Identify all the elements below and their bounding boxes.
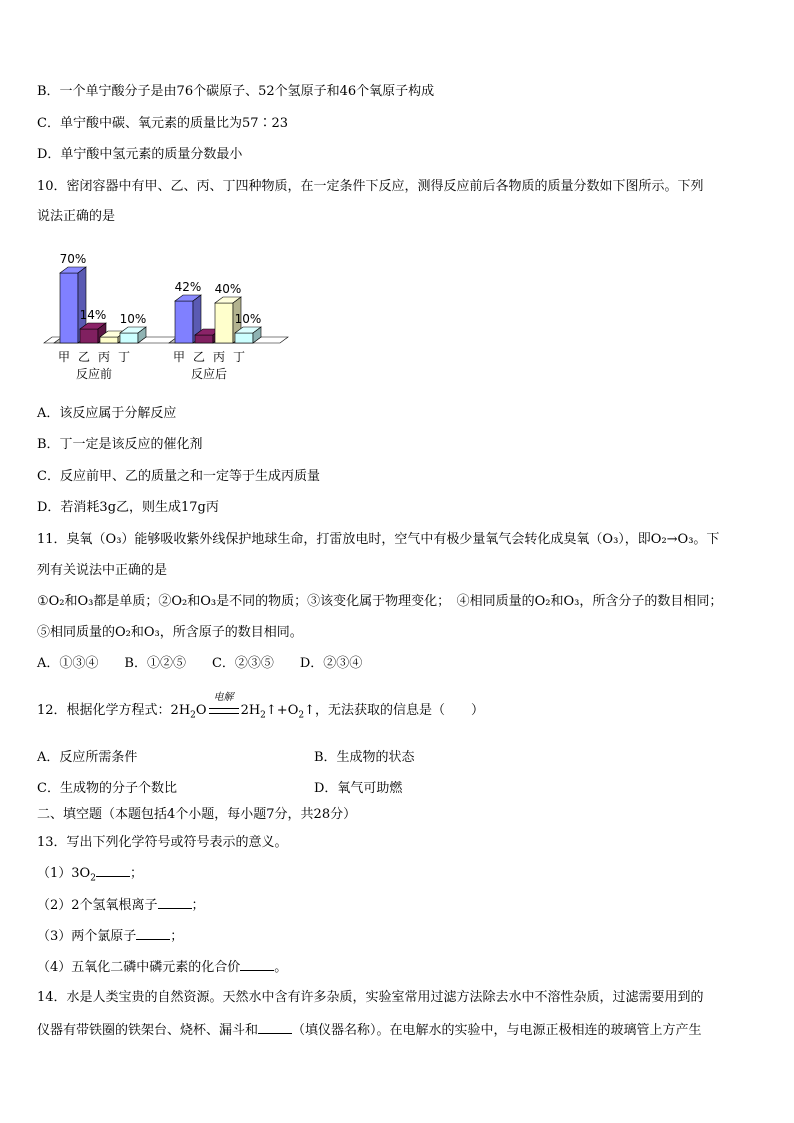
chart-category-label: 甲 <box>172 350 186 364</box>
q13-item-2 <box>37 896 205 915</box>
q11-stem-line1: 11．臭氧（O₃）能够吸收紫外线保护地球生命，打雷放电时，空气中有极少量氧气会转化成臭氧（O₃），即O₂→O₃。下 <box>37 532 720 547</box>
chart-category-label: 丙 <box>212 350 226 364</box>
q13-item-4 <box>37 958 287 977</box>
answer-blank[interactable] <box>158 896 192 909</box>
chart-group-label: 反应前 <box>75 367 113 381</box>
q12-product-o: ↑+O <box>265 703 299 718</box>
chart-category-label: 乙 <box>192 350 206 364</box>
q10-option-c: C．反应前甲、乙的质量之和一定等于生成丙质量 <box>37 469 320 484</box>
q13-item-1-end: ； <box>129 866 143 881</box>
equals-sign <box>209 708 239 714</box>
reaction-condition-label: 电解 <box>213 692 234 703</box>
q12-subscript: 2 <box>298 710 305 721</box>
chart-group-label: 反应后 <box>190 367 228 381</box>
q13-item-1-subscript: 2 <box>90 873 96 884</box>
chart-bar <box>120 333 138 343</box>
mass-fraction-bar-chart <box>40 240 300 385</box>
q9-option-b: B．一个单宁酸分子是由76个碳原子、52个氢原子和46个氧原子构成 <box>37 84 435 99</box>
chart-data-label: 10% <box>234 312 262 326</box>
q13-item-3 <box>37 927 183 946</box>
reaction-condition <box>207 692 241 720</box>
chart-data-label: 10% <box>119 312 147 326</box>
chart-bar <box>175 301 193 343</box>
answer-blank[interactable] <box>258 1021 292 1034</box>
chart-category-label: 乙 <box>77 350 91 364</box>
q12-option-c: C．生成物的分子个数比 <box>37 781 177 796</box>
q14-line2-rest: （填仪器名称）。在电解水的实验中，与电源正极相连的玻璃管上方产生 <box>292 1023 702 1038</box>
q12-option-b: B．生成物的状态 <box>314 750 415 765</box>
q14-line2-text: 仪器有带铁圈的铁架台、烧杯、漏斗和 <box>37 1023 259 1038</box>
q12-subscript: 2 <box>260 710 266 721</box>
chart-bar <box>80 329 98 343</box>
chart-data-label: 40% <box>214 282 242 296</box>
q12-option-a: A．反应所需条件 <box>37 750 138 765</box>
chart-category-label: 甲 <box>57 350 71 364</box>
q10-option-d: D．若消耗3g乙，则生成17g丙 <box>37 500 219 515</box>
chart-category-label: 丁 <box>117 350 131 364</box>
q9-option-d: D．单宁酸中氢元素的质量分数最小 <box>37 147 243 162</box>
chart-bar <box>195 335 213 343</box>
q10-option-a: A．该反应属于分解反应 <box>37 406 177 421</box>
q12-oxygen: O <box>195 703 207 718</box>
answer-blank[interactable] <box>96 864 130 877</box>
q14-line1: 14．水是人类宝贵的自然资源。天然水中含有许多杂质，实验室常用过滤方法除去水中不溶性杂质，过滤需要用到的 <box>37 990 704 1005</box>
chart-bar <box>235 333 253 343</box>
section-title: 二、填空题（本题包括4个小题，每小题7分，共28分） <box>37 807 357 822</box>
q13-item-2-end: ； <box>191 898 205 913</box>
q11-items-line2: ⑤相同质量的O₂和O₃，所含原子的数目相同。 <box>37 625 303 640</box>
answer-blank[interactable] <box>136 927 170 940</box>
q12-option-d: D．氧气可助燃 <box>314 781 403 796</box>
q11-stem-line2: 列有关说法中正确的是 <box>37 563 168 578</box>
q12-product-h: 2H <box>240 703 261 718</box>
q12-subscript: 2 <box>190 710 196 721</box>
q13-item-1-text: （1）3O <box>37 866 91 881</box>
chart-category-label: 丁 <box>232 350 246 364</box>
q13-item-3-text: （3）两个氯原子 <box>37 929 137 944</box>
chart-bar <box>215 303 233 343</box>
q13-item-4-end: 。 <box>274 960 288 975</box>
q11-items-line1: ①O₂和O₃都是单质；②O₂和O₃是不同的物质；③该变化属于物理变化； ④相同质量的O₂和O₃，所含分子的数目相同； <box>37 594 723 609</box>
q12-stem <box>37 692 484 725</box>
q10-stem-line1: 10．密闭容器中有甲、乙、丙、丁四种物质，在一定条件下反应，测得反应前后各物质的质量分数如下图所示。下列 <box>37 179 704 194</box>
chart-data-label: 70% <box>59 252 87 266</box>
q14-line2 <box>37 1021 702 1040</box>
q13-item-2-text: （2）2个氢氧根离子 <box>37 898 158 913</box>
q13-item-1 <box>37 864 143 888</box>
chart-data-label: 14% <box>79 308 107 322</box>
q13-item-4-text: （4）五氧化二磷中磷元素的化合价 <box>37 960 241 975</box>
q12-stem-prefix: 12．根据化学方程式：2H <box>37 703 191 718</box>
q10-option-b: B．丁一定是该反应的催化剂 <box>37 437 203 452</box>
q13-stem: 13．写出下列化学符号或符号表示的意义。 <box>37 835 288 850</box>
chart-category-label: 丙 <box>97 350 111 364</box>
q13-item-3-end: ； <box>170 929 184 944</box>
chart-bar <box>60 273 78 343</box>
answer-blank[interactable] <box>240 958 274 971</box>
q12-stem-tail: ↑，无法获取的信息是（ ） <box>304 703 484 718</box>
chart-data-label: 42% <box>174 280 202 294</box>
q9-option-c: C．单宁酸中碳、氧元素的质量比为57∶23 <box>37 116 289 131</box>
chart-bar <box>100 337 118 343</box>
q11-options: A．①③④ B．①②⑤ C．②③⑤ D．②③④ <box>37 656 363 671</box>
q10-stem-line2: 说法正确的是 <box>37 209 116 224</box>
